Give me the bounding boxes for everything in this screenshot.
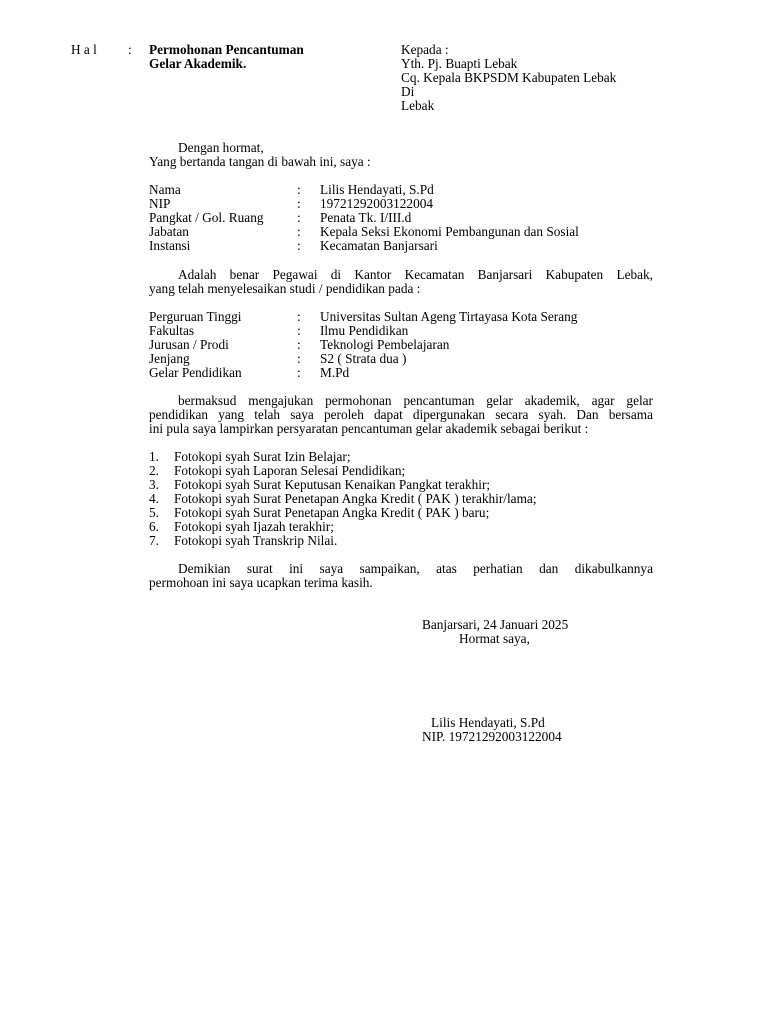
list-item-number: 4. [149, 491, 159, 506]
identity-colon: : [297, 224, 301, 239]
education-colon: : [297, 309, 301, 324]
recipient-line-1: Yth. Pj. Buapti Lebak [401, 56, 518, 71]
education-value: Teknologi Pembelajaran [320, 337, 450, 352]
signer-nip: NIP. 19721292003122004 [422, 729, 562, 744]
attachment-list [0, 450, 768, 548]
education-colon: : [297, 351, 301, 366]
kepada-label: Kepada : [401, 42, 449, 57]
recipient-line-3: Di [401, 84, 415, 99]
request-line-1: bermaksud mengajukan permohonan pencantuman gelar akademik, agar gelar [178, 393, 653, 408]
list-item-number: 3. [149, 477, 159, 492]
closing-line-2: permohoan ini saya ucapkan terima kasih. [149, 575, 373, 590]
identity-colon: : [297, 182, 301, 197]
identity-label: Pangkat / Gol. Ruang [149, 210, 264, 225]
list-item: Fotokopi syah Ijazah terakhir; [174, 519, 334, 534]
list-item-number: 5. [149, 505, 159, 520]
identity-label: Nama [149, 182, 181, 197]
closing-line-1-wrap [149, 562, 653, 576]
list-item: Fotokopi syah Surat Penetapan Angka Kredit ( PAK ) baru; [174, 505, 490, 520]
education-block [0, 310, 768, 380]
identity-colon: : [297, 196, 301, 211]
subject-line-2: Gelar Akademik. [149, 56, 247, 71]
salutation: Dengan hormat, [178, 140, 264, 155]
request-line-1-wrap [149, 394, 653, 408]
identity-value: 19721292003122004 [320, 196, 434, 211]
education-label: Jenjang [149, 351, 190, 366]
list-item: Fotokopi syah Surat Penetapan Angka Kredit ( PAK ) terakhir/lama; [174, 491, 537, 506]
list-item: Fotokopi syah Surat Izin Belajar; [174, 449, 351, 464]
identity-value: Kecamatan Banjarsari [320, 238, 438, 253]
regards: Hormat saya, [459, 631, 530, 646]
identity-block [0, 183, 768, 253]
list-item: Fotokopi syah Transkrip Nilai. [174, 533, 338, 548]
hal-label: H a l [71, 42, 97, 57]
statement-line-2: yang telah menyelesaikan studi / pendidikan pada : [149, 281, 421, 296]
education-value: Universitas Sultan Ageng Tirtayasa Kota Serang [320, 309, 578, 324]
education-value: M.Pd [320, 365, 350, 380]
education-label: Fakultas [149, 323, 195, 338]
list-item-number: 2. [149, 463, 159, 478]
identity-colon: : [297, 238, 301, 253]
statement-line-1 [149, 268, 653, 282]
education-value: S2 ( Strata dua ) [320, 351, 407, 366]
list-item: Fotokopi syah Surat Keputusan Kenaikan Pangkat terakhir; [174, 477, 491, 492]
identity-value: Lilis Hendayati, S.Pd [320, 182, 434, 197]
identity-value: Kepala Seksi Ekonomi Pembangunan dan Sosial [320, 224, 579, 239]
list-item-number: 7. [149, 533, 159, 548]
identity-label: Instansi [149, 238, 191, 253]
list-item-number: 1. [149, 449, 159, 464]
education-colon: : [297, 365, 301, 380]
place-date: Banjarsari, 24 Januari 2025 [422, 617, 569, 632]
intro-text: Yang bertanda tangan di bawah ini, saya : [149, 154, 371, 169]
identity-label: NIP [149, 196, 171, 211]
request-line-2: pendidikan yang telah saya peroleh dapat dipergunakan secara syah. Dan bersama [149, 407, 653, 422]
education-colon: : [297, 323, 301, 338]
request-line-3: ini pula saya lampirkan persyaratan pencantuman gelar akademik sebagai berikut : [149, 421, 589, 436]
hal-colon: : [128, 42, 132, 57]
list-item: Fotokopi syah Laporan Selesai Pendidikan; [174, 463, 406, 478]
education-label: Jurusan / Prodi [149, 337, 229, 352]
recipient-line-4: Lebak [401, 98, 435, 113]
subject-line-1: Permohonan Pencantuman [149, 42, 304, 57]
recipient-line-2: Cq. Kepala BKPSDM Kabupaten Lebak [401, 70, 617, 85]
education-colon: : [297, 337, 301, 352]
identity-label: Jabatan [149, 224, 189, 239]
education-label: Gelar Pendidikan [149, 365, 242, 380]
list-item-number: 6. [149, 519, 159, 534]
education-label: Perguruan Tinggi [149, 309, 242, 324]
identity-colon: : [297, 210, 301, 225]
education-value: Ilmu Pendidikan [320, 323, 409, 338]
statement-text-1: Adalah benar Pegawai di Kantor Kecamatan Banjarsari Kabupaten Lebak, [178, 267, 653, 282]
identity-value: Penata Tk. I/III.d [320, 210, 412, 225]
closing-line-1: Demikian surat ini saya sampaikan, atas perhatian dan dikabulkannya [178, 561, 653, 576]
signer-name: Lilis Hendayati, S.Pd [431, 715, 545, 730]
